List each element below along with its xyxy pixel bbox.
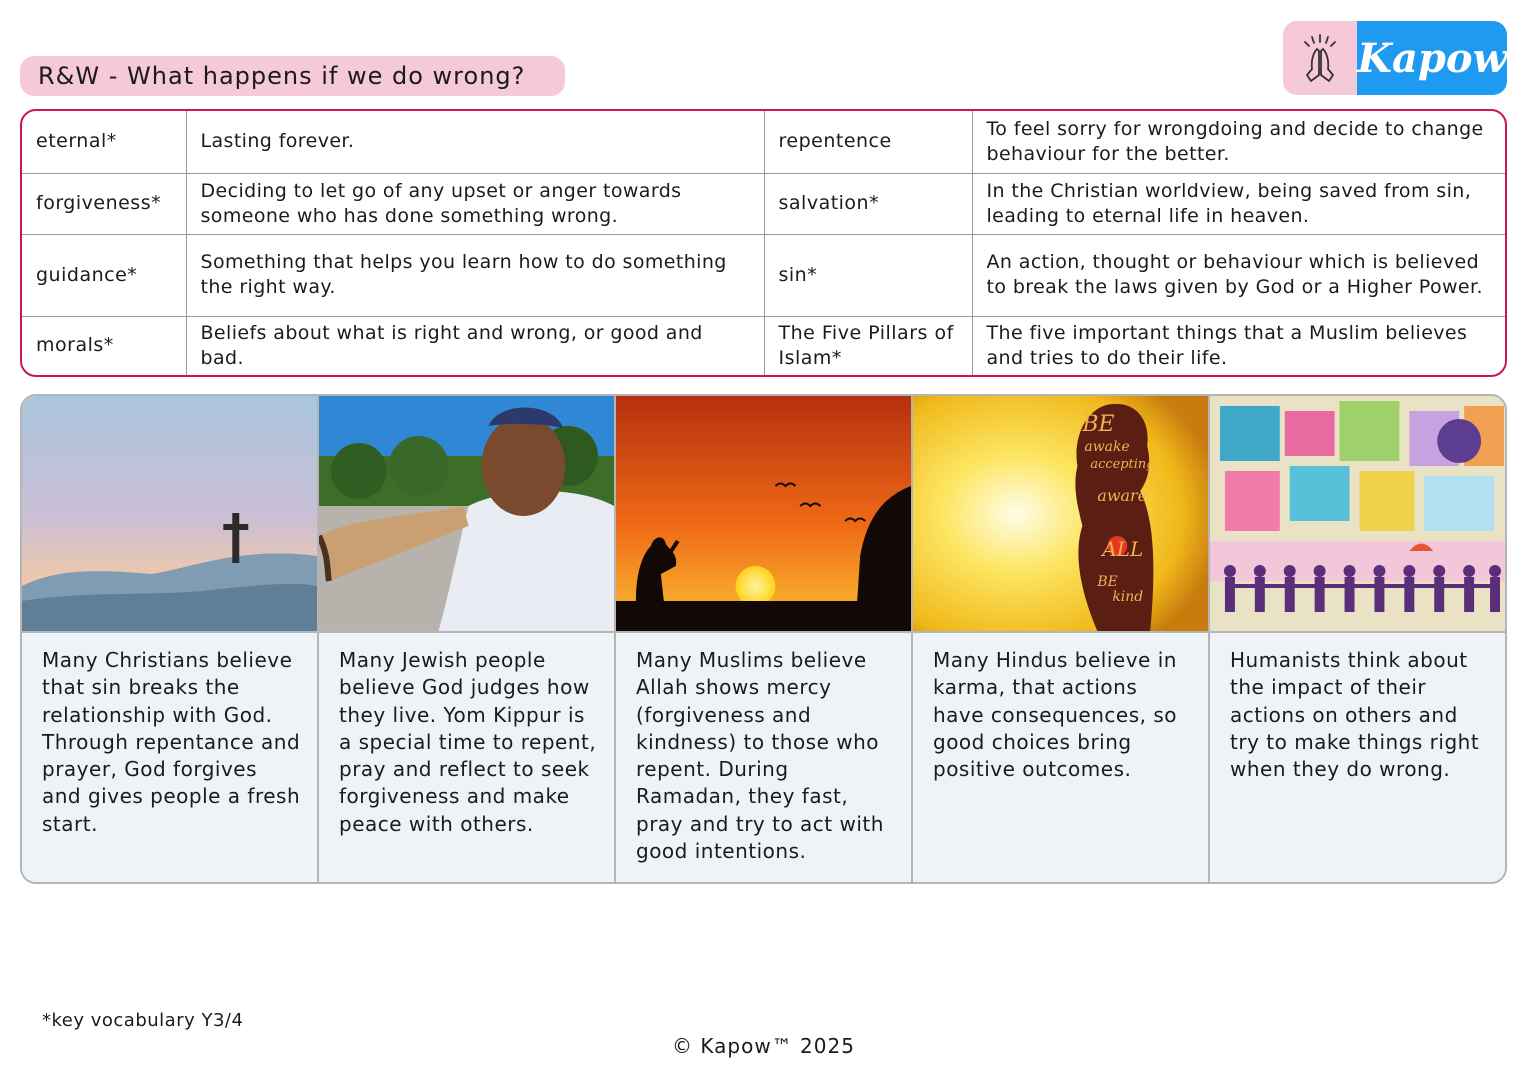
page-title-text: R&W - What happens if we do wrong?	[38, 62, 526, 90]
karma-silhouette-image	[913, 396, 1208, 631]
logo-wordmark	[1357, 21, 1507, 95]
copyright: © Kapow™ 2025	[672, 1034, 855, 1058]
vocab-row	[22, 173, 1505, 234]
vocab-term: sin*	[764, 234, 972, 316]
vocab-term: salvation*	[764, 173, 972, 234]
humanist-panel	[1210, 396, 1505, 882]
silhouette-word: kind	[1112, 588, 1144, 606]
page-title	[20, 56, 565, 96]
logo-text: Kapow	[1357, 34, 1507, 82]
vocab-row	[22, 316, 1505, 375]
christian-text: Many Christians believe that sin breaks the relationship with God. Through repentance and prayer, God forgives and gives people a fresh start.	[22, 631, 317, 882]
vocab-definition: Something that helps you learn how to do something the right way.	[186, 234, 764, 316]
people-holding-hands-image	[1210, 396, 1505, 631]
vocab-definition: In the Christian worldview, being saved from sin, leading to eternal life in heaven.	[972, 173, 1505, 234]
silhouette-word: accepting	[1090, 456, 1155, 473]
silhouette-word: BE	[1082, 411, 1115, 438]
cross-on-hill-image	[22, 396, 317, 631]
shofar-boy-image	[319, 396, 614, 631]
vocab-term: eternal*	[22, 111, 186, 173]
silhouette-word: BE	[1097, 573, 1118, 591]
vocabulary-table	[20, 109, 1507, 377]
vocab-row	[22, 111, 1505, 173]
vocab-definition: Beliefs about what is right and wrong, or good and bad.	[186, 316, 764, 375]
jewish-text: Many Jewish people believe God judges how they live. Yom Kippur is a special time to repent, pray and reflect to seek forgiveness and make peace with others.	[319, 631, 614, 882]
vocab-definition: An action, thought or behaviour which is believed to break the laws given by God or a Higher Power.	[972, 234, 1505, 316]
vocab-definition: Deciding to let go of any upset or anger towards someone who has done something wrong.	[186, 173, 764, 234]
key-vocabulary-note: *key vocabulary Y3/4	[42, 1010, 244, 1031]
vocab-term: morals*	[22, 316, 186, 375]
silhouette-word: awake	[1084, 438, 1130, 456]
silhouette-word: ALL	[1102, 536, 1144, 562]
vocab-definition: The five important things that a Muslim believes and tries to do their life.	[986, 321, 1468, 369]
worldview-panels	[20, 394, 1507, 884]
christian-panel	[22, 396, 319, 882]
muslim-text: Many Muslims believe Allah shows mercy (forgiveness and kindness) to those who repent. During Ramadan, they fast, pray and try to act with good intentions.	[616, 631, 911, 882]
jewish-panel	[319, 396, 616, 882]
vocab-term: repentence	[764, 111, 972, 173]
vocab-row	[22, 234, 1505, 316]
praying-hands-icon	[1283, 21, 1357, 95]
vocab-term: guidance*	[22, 234, 186, 316]
vocab-term: forgiveness*	[22, 173, 186, 234]
vocab-definition: Lasting forever.	[186, 111, 764, 173]
vocab-term: The Five Pillars of Islam*	[764, 316, 972, 375]
vocab-definition: To feel sorry for wrongdoing and decide to change behaviour for the better.	[972, 111, 1505, 173]
hindu-text: Many Hindus believe in karma, that actions have consequences, so good choices bring positive outcomes.	[913, 631, 1208, 882]
muslim-panel	[616, 396, 913, 882]
hindu-panel	[913, 396, 1210, 882]
humanist-text: Humanists think about the impact of their actions on others and try to make things right when they do wrong.	[1210, 631, 1505, 882]
sunset-prayer-image	[616, 396, 911, 631]
silhouette-word: aware	[1097, 485, 1148, 506]
kapow-logo	[1283, 21, 1507, 95]
